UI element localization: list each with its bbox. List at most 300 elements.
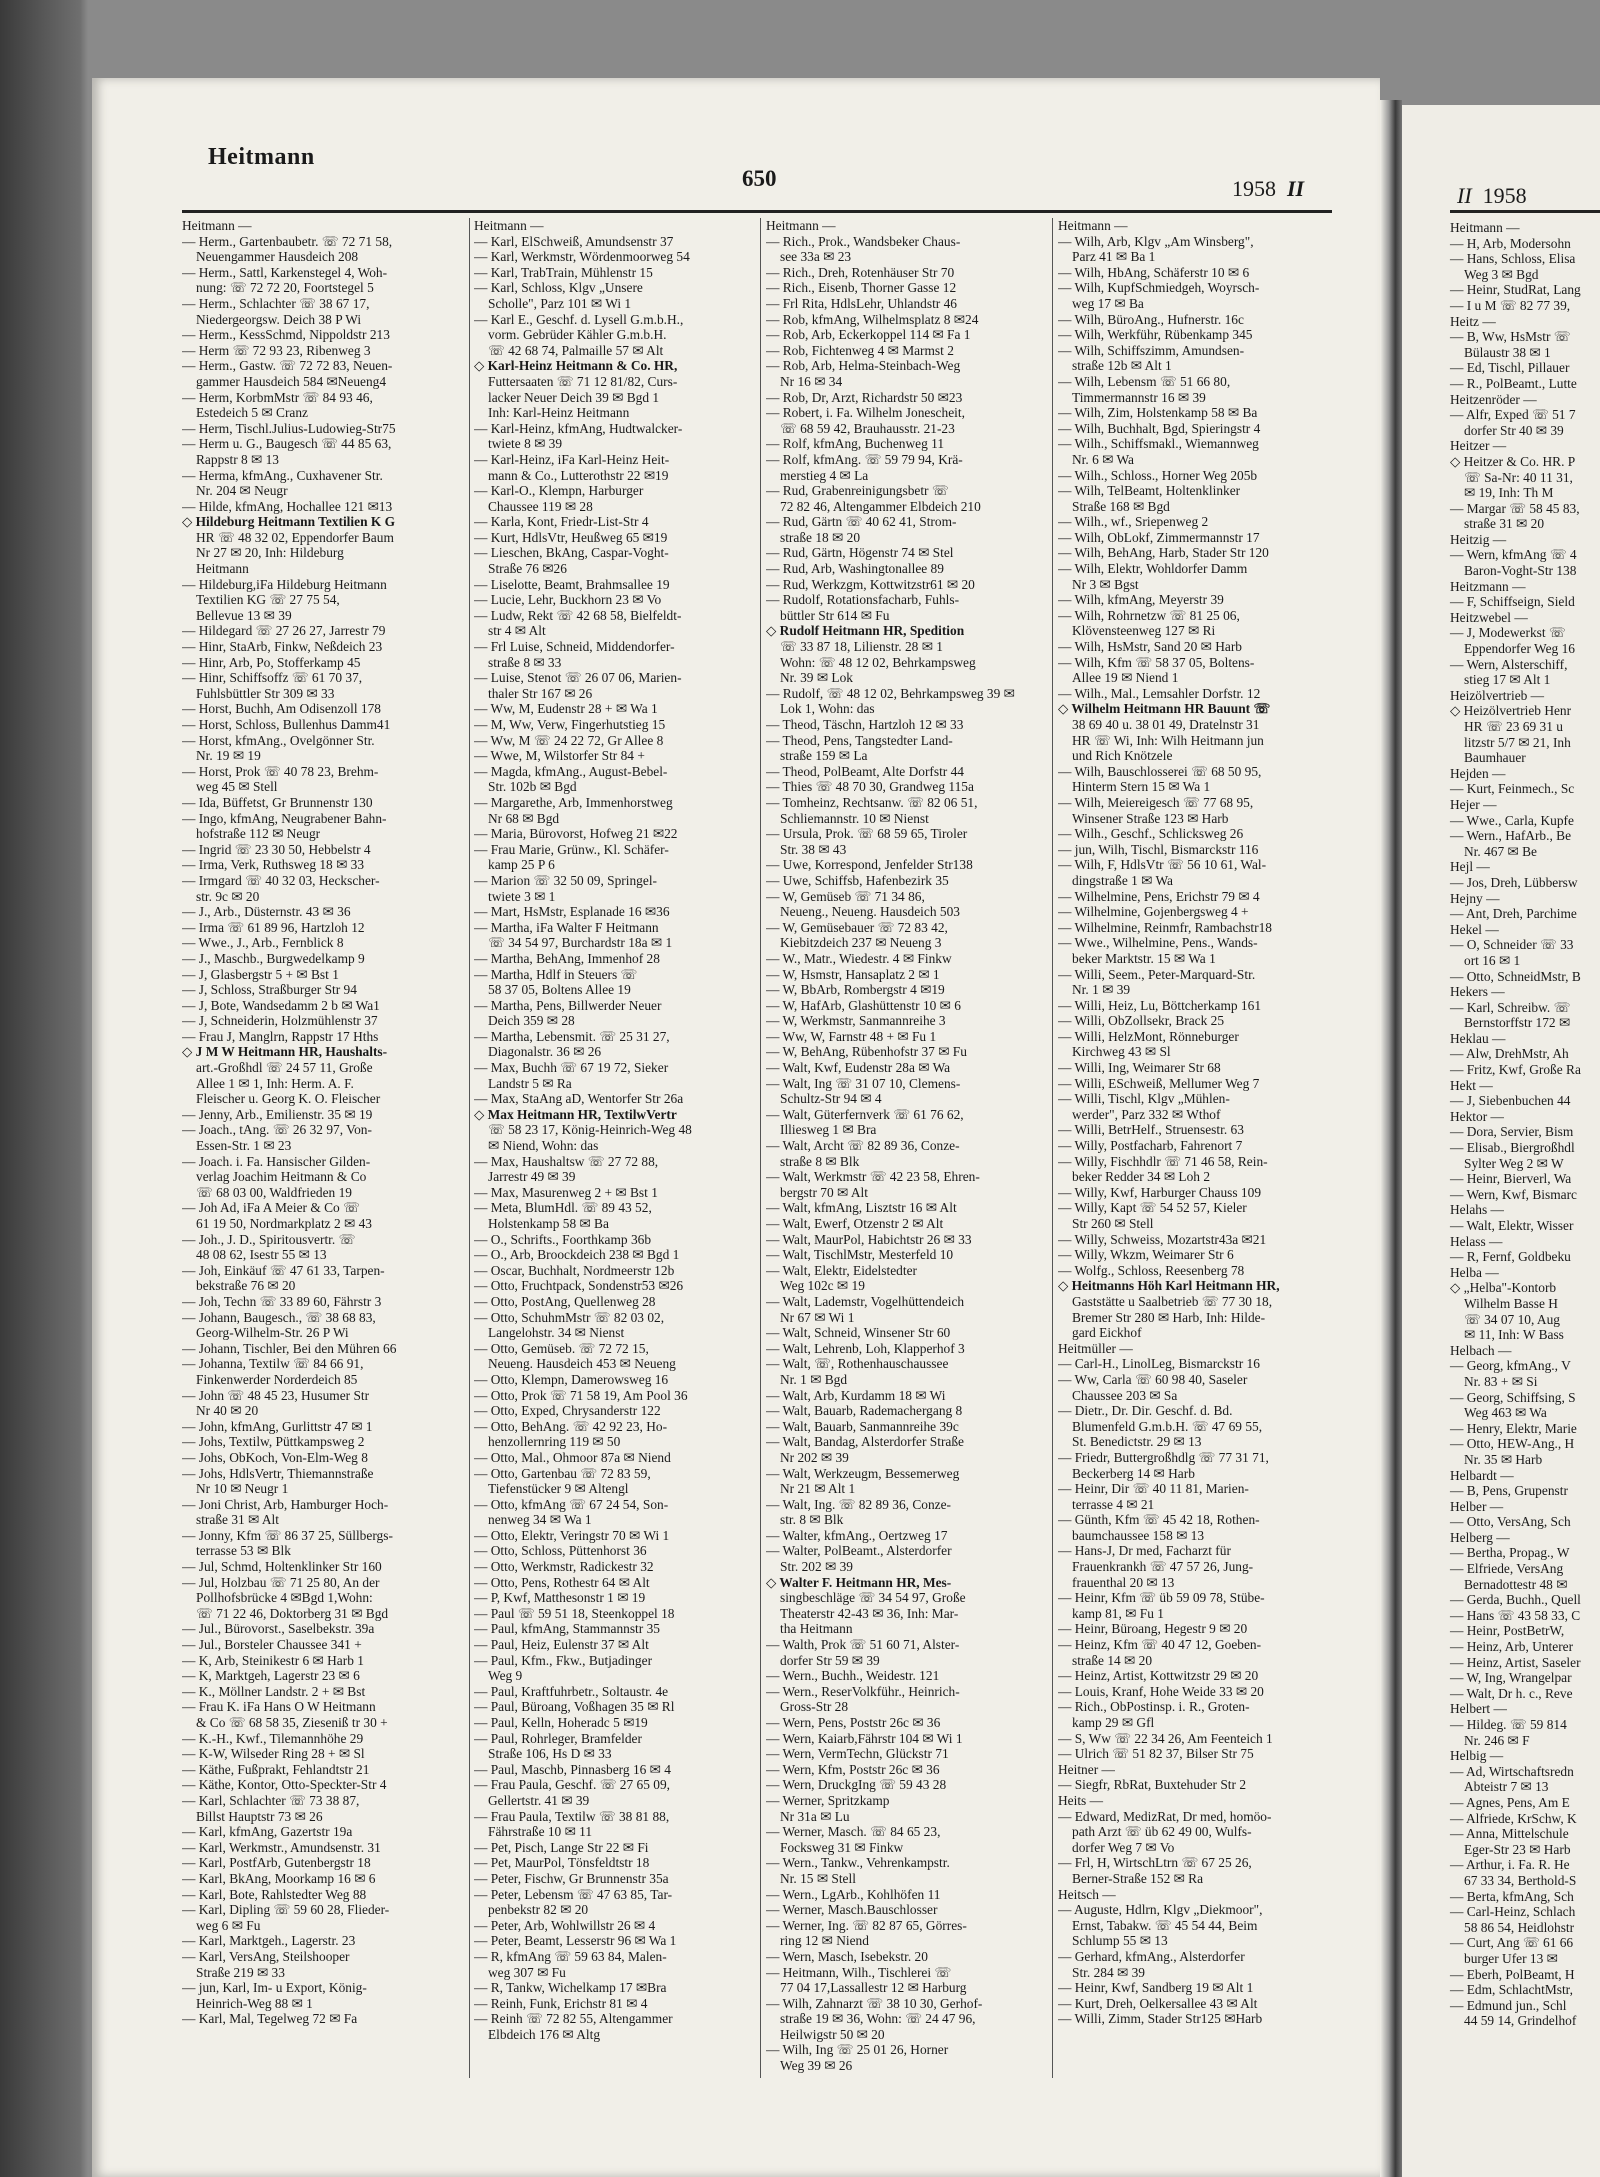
directory-entry-line: straße 159 ✉ La [780,748,868,764]
directory-entry-line: Weg 463 ✉ Wa [1464,1405,1547,1421]
directory-entry-line: — Joni Christ, Arb, Hamburger Hoch- [182,1496,389,1512]
directory-entry-line: — Hans ☏ 43 58 33, C [1450,1607,1581,1623]
directory-entry-line: Nr 3 ✉ Bgst [1072,576,1139,592]
directory-entry-line: Timmermannstr 16 ✉ 39 [1072,389,1206,405]
directory-entry-line: — Karl, PostfArb, Gutenbergstr 18 [182,1855,371,1871]
directory-entry-line: — Willy, Schweiss, Mozartstr43a ✉21 [1058,1231,1267,1247]
directory-entry-line: 48 08 62, Isestr 55 ✉ 13 [196,1247,327,1263]
directory-entry-line: — Frau K. iFa Hans O W Heitmann [182,1699,376,1715]
directory-entry-line: — Wwe., J., Arb., Fernblick 8 [182,935,344,951]
directory-entry-line: — Theod, Täschn, Hartzloh 12 ✉ 33 [766,717,964,732]
directory-entry-line: Eppendorfer Weg 16 [1464,641,1575,657]
directory-entry-line: — Jos, Dreh, Lübbersw [1450,874,1578,890]
directory-entry-line: mann & Co., Lutterothstr 22 ✉19 [488,467,669,483]
directory-entry-line: singbeschläge ☏ 34 54 97, Große [780,1590,966,1606]
directory-entry-line: — Walt, kfmAng, Lisztstr 16 ✉ Alt [766,1200,957,1216]
directory-entry-line: — Karl, Dipling ☏ 59 60 28, Flieder- [182,1902,390,1918]
column-divider [469,218,470,2078]
directory-entry-line: penbekstr 82 ✉ 20 [488,1902,589,1918]
directory-entry-line: — Wolfg., Schloss, Reesenberg 78 [1058,1262,1245,1278]
directory-entry-line: Hinterm Stern 15 ✉ Wa 1 [1072,779,1211,795]
directory-entry-line: 58 86 54, Heidlohstr [1464,1919,1575,1935]
directory-entry-line: — Carl-Heinz, Schlach [1450,1904,1576,1920]
directory-entry-line: — Rob, kfmAng, Wilhelmsplatz 8 ✉24 [766,311,979,327]
directory-entry-line: — Walt, Elektr, Eidelstedter [766,1262,917,1278]
directory-entry-line: — Ingrid ☏ 23 30 50, Hebbelstr 4 [182,841,371,857]
directory-entry-line: — Ant, Dreh, Parchime [1450,906,1577,922]
directory-entry-line: Fleischer u. Georg K. O. Fleischer [196,1091,381,1107]
directory-entry-line: — Otto, SchuhmMstr ☏ 82 03 02, [474,1309,665,1325]
directory-entry-line: — Heinz, Artist, Kottwitzstr 29 ✉ 20 [1058,1668,1259,1684]
directory-entry-line: — Hildegard ☏ 27 26 27, Jarrestr 79 [182,623,386,639]
directory-entry-line: Heitner — [1058,1761,1115,1777]
directory-entry-line: — Heinz, Kfm ☏ 40 47 12, Goeben- [1058,1637,1262,1653]
directory-entry-line: twiete 8 ✉ 39 [488,436,563,452]
directory-entry-line: — Rud, Arb, Washingtonallee 89 [766,561,944,577]
directory-entry-line: dorfer Str 40 ✉ 39 [1464,422,1564,438]
directory-entry-line: — Georg, kfmAng., V [1450,1358,1571,1374]
directory-entry-line: Tiefenstücker 9 ✉ Altengl [488,1481,629,1497]
directory-entry-line: — Marion ☏ 32 50 09, Springel- [474,872,657,888]
directory-entry-line: — Elisab., Biergroßhdl [1450,1140,1575,1156]
directory-entry-line: thaler Str 167 ✉ 26 [488,685,593,701]
directory-entry-line: Neueng., Neueng. Hausdeich 503 [780,904,960,920]
directory-entry-line: Blumenfeld G.m.b.H. ☏ 47 69 55, [1072,1418,1263,1434]
directory-entry-line: Klövensteenweg 127 ✉ Ri [1072,623,1216,639]
directory-entry-line: hofstraße 112 ✉ Neugr [196,826,321,842]
directory-entry-line: — R., PolBeamt., Lutte [1450,375,1577,391]
directory-entry-line: — Johann, Baugesch., ☏ 38 68 83, [182,1309,376,1325]
directory-entry-line: — Jul., Bürovorst., Saselbekstr. 39a [182,1621,375,1637]
directory-entry-line: — Willy, Wkzm, Weimarer Str 6 [1058,1247,1234,1263]
directory-entry-line: 38 69 40 u. 38 01 49, Dratelnstr 31 [1072,717,1260,732]
next-page-rule [1450,210,1600,213]
directory-entry-line: — Alw, DrehMstr, Ah [1450,1046,1569,1062]
directory-entry-line: Nr 40 ✉ 20 [196,1403,259,1419]
directory-entry-line: — Willy, Kapt ☏ 54 52 57, Kieler [1058,1200,1247,1216]
directory-entry-line: 61 19 50, Nordmarkplatz 2 ✉ 43 [196,1216,372,1231]
directory-entry-line: straße 19 ✉ 36, Wohn: ☏ 24 47 96, [780,2011,976,2027]
directory-entry-line: Nr 202 ✉ 39 [780,1449,849,1465]
directory-entry-line: — Otto, Fruchtpack, Sondenstr53 ✉26 [474,1278,684,1294]
directory-entry-line: Heits — [1058,1792,1104,1808]
directory-entry-line: & Co ☏ 68 58 35, Zieseniß tr 30 + [196,1715,388,1730]
directory-entry-line: — Walt, Schneid, Winsener Str 60 [766,1325,951,1341]
directory-entry-line: ◇ Hildeburg Heitmann Textilien K G [182,514,396,530]
directory-entry-line: — Rich., Dreh, Rotenhäuser Str 70 [766,264,955,280]
directory-entry-line: — Wilh, BüroAng., Hufnerstr. 16c [1058,311,1244,327]
directory-entry-line: Fährstraße 10 ✉ 11 [488,1824,593,1840]
directory-entry-line: Helbert — [1450,1701,1507,1717]
directory-entry-line: Estedeich 5 ✉ Cranz [196,405,308,421]
directory-entry-line: — Martha, Hdlf in Steuers ☏ [474,966,638,982]
directory-entry-line: — Paul, kfmAng, Stammannstr 35 [474,1621,660,1637]
directory-entry-line: — W, Gemüsebauer ☏ 72 83 42, [766,919,948,935]
directory-entry-line: — Peter, Beamt, Lesserstr 96 ✉ Wa 1 [474,1933,677,1949]
directory-entry-line: — Lucie, Lehr, Buckhorn 23 ✉ Vo [474,592,662,608]
directory-entry-line: Helahs — [1450,1202,1504,1218]
directory-entry-line: Helbig — [1450,1748,1504,1764]
directory-entry-line: Helass — [1450,1233,1503,1249]
directory-entry-line: Heilwigstr 50 ✉ 20 [780,2026,885,2042]
directory-entry-line: — K, Arb, Steinikestr 6 ✉ Harb 1 [182,1652,364,1668]
directory-entry-line: weg 6 ✉ Fu [196,1917,261,1933]
directory-entry-line: — Martha, Pens, Billwerder Neuer [474,997,662,1013]
directory-entry-line: — Otto, HEW-Ang., H [1450,1436,1575,1452]
directory-entry-line: bekstraße 76 ✉ 20 [196,1278,296,1294]
directory-entry-line: Nr 67 ✉ Wi 1 [780,1309,855,1325]
directory-entry-line: — K-W, Wilseder Ring 28 + ✉ Sl [182,1746,365,1762]
directory-entry-line: — Willi, HelzMont, Rönneburger [1058,1028,1239,1044]
directory-entry-line: — Otto, VersAng, Sch [1450,1514,1571,1530]
directory-entry-line: gard Eickhof [1072,1325,1142,1341]
directory-entry-line: — Rud, Gärtn, Högenstr 74 ✉ Stel [766,545,954,561]
directory-entry-line: Eger-Str 23 ✉ Harb [1464,1841,1571,1857]
directory-entry-line: — Werner, Masch.Bauschlosser [766,1902,938,1918]
directory-entry-line: ◇ Heizölvertrieb Henr [1450,703,1572,719]
directory-entry-line: — Eberh, PolBeamt, H [1450,1966,1575,1982]
directory-entry-line: — Paul ☏ 59 51 18, Steenkoppel 18 [474,1605,675,1621]
directory-entry-line: Chaussee 119 ✉ 28 [488,498,593,514]
directory-entry-line: Elbdeich 176 ✉ Altg [488,2026,601,2042]
directory-entry-line: St. Benedictstr. 29 ✉ 13 [1072,1434,1202,1450]
directory-entry-line: — Siegfr, RbRat, Buxtehuder Str 2 [1058,1777,1247,1793]
directory-entry-line: — Peter, Fischw, Gr Brunnenstr 35a [474,1870,669,1886]
directory-entry-line: — jun, Wilh, Tischl, Bismarckstr 116 [1058,841,1259,857]
directory-entry-line: Nr. 1 ✉ Bgd [780,1371,848,1387]
directory-entry-line: — Dora, Servier, Bism [1450,1124,1574,1140]
directory-entry-line: kamp 29 ✉ Gfl [1072,1715,1155,1730]
directory-entry-line: — Luise, Stenot ☏ 26 07 06, Marien- [474,670,682,686]
directory-entry-line: — Rob, Arb, Eckerkoppel 114 ✉ Fa 1 [766,327,971,343]
directory-entry-line: Helber — [1450,1498,1504,1514]
directory-entry-line: — W, HafArb, Glashüttenstr 10 ✉ 6 [766,997,961,1013]
directory-entry-line: — Dietr., Dr. Dir. Geschf. d. Bd. [1058,1403,1233,1419]
directory-entry-line: Weg 102c ✉ 19 [780,1278,865,1294]
directory-entry-line: Niedergeorgsw. Deich 38 P Wi [196,311,362,327]
directory-entry-line: litzstr 5/7 ✉ 21, Inh [1464,734,1571,750]
directory-entry-line: — Ww, M ☏ 24 22 72, Gr Allee 8 [474,732,664,748]
directory-entry-line: Frauenkrankh ☏ 47 57 26, Jung- [1072,1559,1254,1575]
directory-entry-line: dingstraße 1 ✉ Wa [1072,872,1174,888]
directory-entry-line: — Lieschen, BkAng, Caspar-Voght- [474,545,669,561]
directory-entry-line: Helbardt — [1450,1467,1514,1483]
directory-entry-line: — Otto, kfmAng ☏ 67 24 54, Son- [474,1496,669,1512]
directory-entry-line: — Fritz, Kwf, Große Ra [1450,1062,1581,1078]
directory-entry-line: ☏ 71 22 46, Doktorberg 31 ✉ Bgd [196,1605,389,1621]
directory-entry-line: — Karl, BkAng, Moorkamp 16 ✉ 6 [182,1870,376,1886]
directory-entry-line: Hekel — [1450,921,1499,937]
volume-text: II [1287,176,1305,201]
directory-entry-line: Illiesweg 1 ✉ Bra [780,1122,877,1138]
directory-entry-line: Bremer Str 280 ✉ Harb, Inh: Hilde- [1072,1309,1266,1325]
directory-entry-line: — M, Ww, Verw, Fingerhutstieg 15 [474,717,666,732]
directory-entry-line: — Rud, Werkzgm, Kottwitzstr61 ✉ 20 [766,576,975,592]
directory-entry-line: — Wilh., Schiffsmakl., Wiemannweg [1058,436,1259,452]
directory-entry-line: — Wern, Kaiarb,Fährstr 104 ✉ Wi 1 [766,1730,963,1746]
directory-entry-line: — Johann, Tischler, Bei den Mühren 66 [182,1340,397,1356]
directory-entry-line: Lok 1, Wohn: das [780,701,875,717]
directory-entry-line: — Ww, Carla ☏ 60 98 40, Saseler [1058,1371,1248,1387]
directory-entry-line: — Theod, PolBeamt, Alte Dorfstr 44 [766,763,964,779]
directory-entry-line: HR ☏ 48 32 02, Eppendorfer Baum [196,529,394,545]
directory-entry-line: Essen-Str. 1 ✉ 23 [196,1138,292,1154]
directory-entry-line: büttler Str 614 ✉ Fu [780,607,890,623]
directory-entry-line: — Wilhelmine, Pens, Erichstr 79 ✉ 4 [1058,888,1260,904]
directory-entry-line: — Alfriede, KrSchw, K [1450,1810,1577,1826]
directory-entry-line: — Willi, Heiz, Lu, Böttcherkamp 161 [1058,997,1262,1013]
directory-entry-line: Heitmann — [474,218,544,233]
directory-entry-line: — Wwe., Carla, Kupfe [1450,812,1574,828]
directory-entry-line: — Wilh, Schiffszimm, Amundsen- [1058,342,1245,358]
directory-entry-line: — Wern, Masch, Isebekstr. 20 [766,1948,928,1964]
directory-entry-line: — Wern, Alsterschiff, [1450,656,1568,672]
directory-entry-line: Heklau — [1450,1030,1506,1046]
directory-entry-line: — Pet, MaurPol, Tönsfeldtstr 18 [474,1855,650,1871]
directory-entry-line: — Walt, Kwf, Eudenstr 28a ✉ Wa [766,1060,951,1076]
directory-entry-line: — Hildeg. ☏ 59 814 [1450,1717,1567,1732]
directory-entry-line: — Karl, TrabTrain, Mühlenstr 15 [474,264,653,280]
directory-entry-line: — Margar ☏ 58 45 83, [1450,500,1580,516]
directory-entry-line: — Otto, Pens, Rothestr 64 ✉ Alt [474,1574,650,1590]
directory-entry-line: — Kurt, Dreh, Oelkersallee 43 ✉ Alt [1058,1995,1258,2011]
directory-entry-line: — O., Schrifts., Foorthkamp 36b [474,1231,652,1247]
directory-entry-line: baumchaussee 158 ✉ 13 [1072,1527,1205,1543]
directory-entry-line: — Paul, Rohrleger, Bramfelder [474,1730,642,1746]
directory-entry-line: — Frau Paula, Geschf. ☏ 27 65 09, [474,1777,671,1793]
directory-entry-line: — Wilh, KupfSchmiedgeh, Woyrsch- [1058,280,1260,296]
directory-entry-line: — Edmund jun., Schl [1450,1997,1567,2013]
directory-entry-line: beker Redder 34 ✉ Loh 2 [1072,1169,1211,1185]
column-1 [182,218,466,2098]
directory-entry-line: 44 59 14, Grindelhof [1464,2013,1577,2029]
directory-entry-line: — Werner, Masch. ☏ 84 65 23, [766,1824,941,1840]
directory-entry-line: — Karl, Werkmstr, Wördenmoorweg 54 [474,249,690,265]
directory-entry-line: — Kurt, Feinmech., Sc [1450,781,1575,797]
directory-entry-line: — Meta, BlumHdl. ☏ 89 43 52, [474,1200,652,1216]
directory-entry-line: Sylter Weg 2 ✉ W [1464,1155,1564,1171]
directory-entry-line: — Kurt, HdlsVtr, Heußweg 65 ✉19 [474,529,668,545]
directory-entry-line: — Johanna, Textilw ☏ 84 66 91, [182,1356,364,1372]
directory-entry-line: Helba — [1450,1264,1499,1280]
directory-entry-line: — Peter, Arb, Wohlwillstr 26 ✉ 4 [474,1917,656,1933]
directory-entry-line: — Rich., Eisenb, Thorner Gasse 12 [766,280,957,296]
directory-entry-line: — Ingo, kfmAng, Neugrabener Bahn- [182,810,387,826]
directory-entry-line: — Wern, Pens, Poststr 26c ✉ 36 [766,1715,941,1730]
directory-entry-line: — Hans, Schloss, Elisa [1450,251,1576,267]
directory-entry-line: ◇ Wilhelm Heitmann HR Bauunt ☏ [1058,701,1271,717]
directory-entry-line: — Walt, Lademstr, Vogelhüttendeich [766,1293,965,1309]
directory-entry-line: — Otto, Gartenbau ☏ 72 83 59, [474,1465,651,1481]
next-page-column [1450,220,1581,2029]
directory-entry-line: — Martha, BehAng, Immenhof 28 [474,950,660,966]
directory-entry-line: — Käthe, Kontor, Otto-Speckter-Str 4 [182,1777,387,1793]
directory-entry-line: Hejer — [1450,796,1497,812]
directory-entry-line: Baron-Voght-Str 138 [1464,563,1577,579]
directory-entry-line: — Rich., ObPostinsp. i. R., Groten- [1058,1699,1250,1715]
directory-entry-line: Str. 284 ✉ 39 [1072,1964,1145,1980]
directory-entry-line: — Walt, Ewerf, Otzenstr 2 ✉ Alt [766,1216,944,1231]
directory-entry-line: — Karl-Heinz, iFa Karl-Heinz Heit- [474,451,670,467]
directory-entry-line: — Hans-J, Dr med, Facharzt für [1058,1543,1231,1559]
next-page-header [1457,183,1527,209]
directory-entry-line: — Georg, Schiffsing, S [1450,1389,1576,1405]
directory-entry-line: ☏ 34 07 10, Aug [1464,1311,1560,1327]
directory-entry-line: straße 18 ✉ 20 [780,529,861,545]
directory-entry-line: see 33a ✉ 23 [780,249,852,265]
directory-entry-line: Gellertstr. 41 ✉ 39 [488,1792,590,1808]
directory-entry-line: — Otto, Mal., Ohmoor 87a ✉ Niend [474,1449,671,1465]
directory-entry-line: ort 16 ✉ 1 [1464,952,1521,968]
directory-entry-line: — Walt, TischlMstr, Mesterfeld 10 [766,1247,954,1263]
directory-entry-line: — Wilh, Elektr, Wohldorfer Damm [1058,561,1248,577]
directory-entry-line: — Wern, DruckgIng ☏ 59 43 28 [766,1777,947,1793]
directory-entry-line: — Wilh, Bauschlosserei ☏ 68 50 95, [1058,763,1262,779]
directory-entry-line: — Wern, VermTechn, Glückstr 71 [766,1746,949,1762]
directory-entry-line: Nr. 204 ✉ Neugr [196,483,288,499]
directory-entry-line: Nr 16 ✉ 34 [780,373,843,389]
directory-entry-line: — Heinz, Artist, Saseler [1450,1654,1581,1670]
directory-entry-line: Ernst, Tabakw. ☏ 45 54 44, Beim [1072,1917,1258,1933]
directory-entry-line: — Karl, Schreibw. ☏ [1450,999,1571,1015]
directory-entry-line: — Jul, Schmd, Holtenklinker Str 160 [182,1559,382,1575]
directory-entry-line: — Willi, ObZollsekr, Brack 25 [1058,1013,1225,1029]
directory-entry-line: Weg 9 [488,1668,523,1684]
directory-entry-line: — Wilh, Buchhalt, Bgd, Spieringstr 4 [1058,420,1261,436]
directory-entry-line: — Rud, Gärtn ☏ 40 62 41, Strom- [766,514,957,530]
directory-entry-line: — Berta, kfmAng, Sch [1450,1888,1574,1904]
directory-entry-line: und Rich Knötzele [1072,748,1173,764]
directory-entry-line: — Käthe, Fußprakt, Fehlandtstr 21 [182,1761,370,1777]
directory-entry-line: — Wern., LgArb., Kohlhöfen 11 [766,1886,941,1902]
directory-entry-line: — Frau J, Manglrn, Rappstr 17 Hths [182,1028,379,1044]
directory-entry-line: — Herm u. G., Baugesch ☏ 44 85 63, [182,436,392,452]
directory-entry-line: — Wwe., Wilhelmine, Pens., Wands- [1058,935,1258,951]
directory-entry-line: — R, kfmAng ☏ 59 63 84, Malen- [474,1948,667,1964]
directory-entry-line: — Joh Ad, iFa A Meier & Co ☏ [182,1200,360,1216]
directory-entry-line: — Robert, i. Fa. Wilhelm Jonescheit, [766,405,965,421]
directory-entry-line: — Rud, Grabenreinigungsbetr ☏ [766,483,949,499]
directory-entry-line: — jun, Karl, Im- u Export, König- [182,1980,367,1996]
directory-entry-line: — Martha, Lebensmit. ☏ 25 31 27, [474,1028,670,1044]
directory-entry-line: straße 8 ✉ Blk [780,1153,860,1169]
directory-entry-line: Heitzenröder — [1450,391,1537,407]
directory-entry-line: Heitz — [1450,313,1496,329]
directory-entry-line: Str. 102b ✉ Bgd [488,779,577,795]
directory-entry-line: Wilhelm Basse H [1464,1295,1558,1311]
directory-entry-line: — Karl, Mal, Tegelweg 72 ✉ Fa [182,2011,358,2027]
directory-entry-line: verlag Joachim Heitmann & Co [196,1169,367,1185]
directory-entry-line: — Wern, Kwf, Bismarc [1450,1186,1577,1202]
directory-entry-line: Chaussee 203 ✉ Sa [1072,1387,1178,1403]
directory-entry-line: Textilien KG ☏ 27 75 54, [196,592,340,608]
directory-entry-line: — Walt, MaurPol, Habichtstr 26 ✉ 33 [766,1231,972,1247]
directory-entry-line: — Bertha, Propag., W [1450,1545,1570,1561]
directory-entry-line: — Walth, Prok ☏ 51 60 71, Alster- [766,1637,960,1653]
directory-entry-line: Heitzer — [1450,438,1507,454]
directory-entry-line: kamp 81, ✉ Fu 1 [1072,1605,1164,1621]
directory-entry-line: — Ulrich ☏ 51 82 37, Bilser Str 75 [1058,1746,1254,1762]
directory-entry-line: — J, Schloss, Straßburger Str 94 [182,982,357,998]
directory-entry-line: — Wern, Kfm, Poststr 26c ✉ 36 [766,1761,940,1777]
directory-entry-line: — John ☏ 48 45 23, Husumer Str [182,1387,370,1403]
directory-entry-line: — Heinr, Bierverl, Wa [1450,1171,1572,1187]
directory-entry-line: — Paul, Maschb, Pinnasberg 16 ✉ 4 [474,1761,671,1777]
directory-entry-line: — Karl, kfmAng, Gazertstr 19a [182,1824,353,1840]
directory-entry-line: — Max, Buchh ☏ 67 19 72, Sieker [474,1060,669,1076]
directory-entry-line: — Rob, Fichtenweg 4 ✉ Marmst 2 [766,342,954,358]
directory-entry-line: — Wilh, Zahnarzt ☏ 38 10 30, Gerhof- [766,1995,983,2011]
directory-entry-line: — Wilh, F, HdlsVtr ☏ 56 10 61, Wal- [1058,857,1267,873]
directory-entry-line: Helbach — [1450,1342,1512,1358]
page-number: 650 [742,166,777,191]
directory-entry-line: Neuengammer Hausdeich 208 [196,249,359,265]
directory-entry-line: — Max, Haushaltsw ☏ 27 72 88, [474,1153,659,1169]
directory-entry-line: Landstr 5 ✉ Ra [488,1075,572,1091]
directory-entry-line: — Willy, Kwf, Harburger Chauss 109 [1058,1184,1262,1200]
directory-entry-line: — Wilh, Zim, Holstenkamp 58 ✉ Ba [1058,405,1258,421]
directory-entry-line: — Frl Rita, HdlsLehr, Uhlandstr 46 [766,295,958,311]
directory-entry-line: — Frl, H, WirtschLtrn ☏ 67 25 26, [1058,1855,1252,1871]
directory-entry-line: — Herm., Schlachter ☏ 38 67 17, [182,295,370,311]
directory-entry-line: — Frl Luise, Schneid, Middendorfer- [474,639,675,655]
directory-entry-line: — R, Fernf, Goldbeku [1450,1249,1571,1265]
directory-entry-line: — Max, Masurenweg 2 + ✉ Bst 1 [474,1184,658,1200]
directory-entry-line: — Wilh, HbAng, Schäferstr 10 ✉ 6 [1058,264,1250,280]
directory-entry-line: Langelohstr. 34 ✉ Nienst [488,1325,625,1341]
directory-entry-line: — Herm., Gastw. ☏ 72 72 83, Neuen- [182,358,393,374]
directory-entry-line: Schultz-Str 94 ✉ 4 [780,1091,882,1107]
directory-entry-line: Bellevue 13 ✉ 39 [196,607,292,623]
directory-entry-line: — Wilh, Ing ☏ 25 01 26, Horner [766,2042,949,2058]
directory-entry-line: — Willi, Seem., Peter-Marquard-Str. [1058,966,1256,982]
directory-entry-line: Helberg — [1450,1529,1510,1545]
directory-entry-line: — Wwe, M, Wilstorfer Str 84 + [474,748,645,764]
directory-entry-line: — Werner, Ing. ☏ 82 87 65, Görres- [766,1917,967,1933]
directory-entry-line: Weg 3 ✉ Bgd [1464,266,1539,282]
directory-entry-line: — Willi, BetrHelf., Struensestr. 63 [1058,1122,1244,1138]
directory-entry-line: — Wern., HafArb., Be [1450,828,1572,844]
directory-entry-line: Nr. 246 ✉ F [1464,1732,1530,1748]
directory-entry-line: Kiebitzdeich 237 ✉ Neueng 3 [780,935,942,951]
directory-entry-line: — Paul, Kraftfuhrbetr., Soltaustr. 4e [474,1683,669,1699]
directory-entry-line: — Karl, VersAng, Steilshooper [182,1948,350,1964]
directory-entry-line: — Walt, Güterfernverk ☏ 61 76 62, [766,1106,964,1122]
column-3 [766,218,1050,2098]
directory-entry-line: ✉ Niend, Wohn: das [488,1138,599,1154]
directory-entry-line: — Ww, M, Eudenstr 28 + ✉ Wa 1 [474,701,658,717]
column-divider [760,218,761,2078]
directory-entry-line: Hejden — [1450,765,1506,781]
directory-entry-line: — Wilh, Rohrnetzw ☏ 81 25 06, [1058,607,1240,623]
directory-entry-line: — Ww, W, Farnstr 48 + ✉ Fu 1 [766,1028,937,1044]
directory-entry-line: 72 82 46, Altengammer Elbdeich 210 [780,498,981,514]
directory-entry-line: Heitzmann — [1450,578,1526,594]
directory-entry-line: tha Heitmann [780,1621,853,1637]
directory-entry-line: — Heinr, PostBetrW, [1450,1623,1565,1639]
directory-entry-line: — Walt, Werkzeugm, Bessemerweg [766,1465,960,1481]
directory-entry-line: — Alfr, Exped ☏ 51 7 [1450,407,1576,423]
directory-entry-line: — Horst, Schloss, Bullenhus Damm41 [182,717,391,732]
directory-entry-line: — Willy, Fischhdlr ☏ 71 46 58, Rein- [1058,1153,1268,1169]
directory-entry-line: — Walt, Lehrenb, Loh, Klapperhof 3 [766,1340,965,1356]
directory-entry-line: — Walt, Bauarb, Rademachergang 8 [766,1403,963,1419]
directory-entry-line: — Otto, Werkmstr, Radickestr 32 [474,1559,654,1575]
directory-entry-line: Heitmann — [766,218,836,233]
directory-entry-line: — W, Werkmstr, Sanmannreihe 3 [766,1013,946,1029]
directory-entry-line: — K., Möllner Landstr. 2 + ✉ Bst [182,1683,366,1699]
directory-entry-line: ✉ 19, Inh: Th M [1464,485,1554,501]
